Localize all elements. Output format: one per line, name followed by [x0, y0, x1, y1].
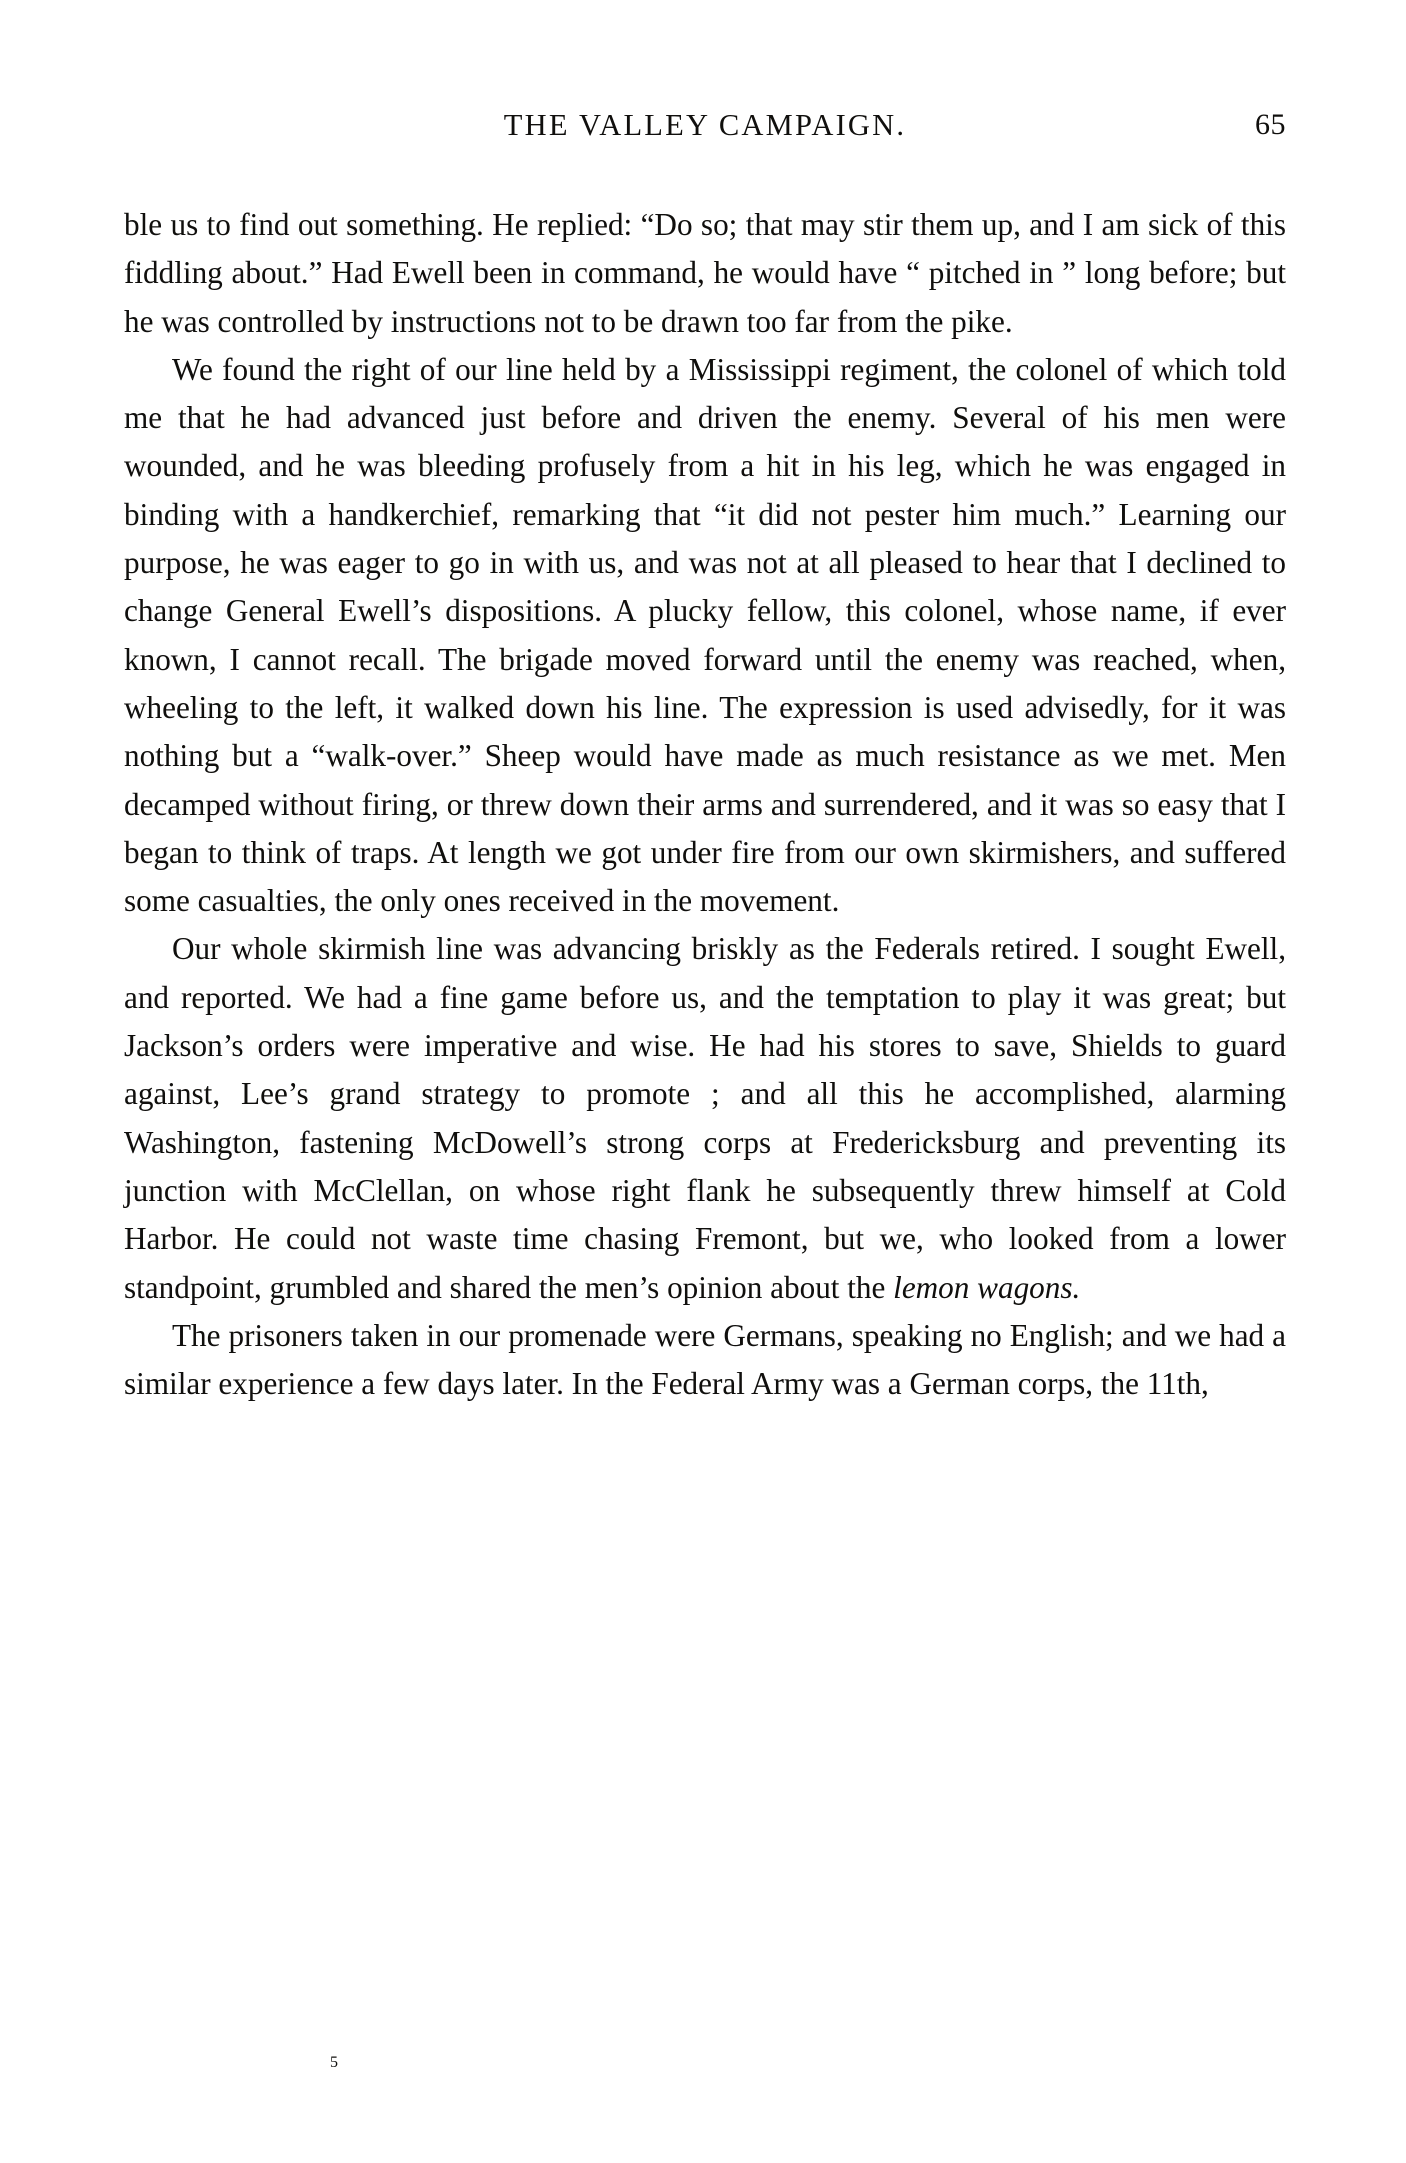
paragraph-continued: ble us to find out something. He replied: “Do so; that may stir them up, and I am sick of this fiddling about.” Had Ewell been in command, he would have “ pitched in ” long before; but he was controlled by instructions not to be drawn too far from the pike. [124, 207, 1286, 339]
paragraph-prisoners: The prisoners taken in our promenade were Germans, speaking no English; and we had a similar experience a few days later. In the Federal Army was a German corps, the 11th, [124, 1317, 1286, 1402]
paragraph-skirmish-line [124, 925, 1286, 1311]
signature-mark-wrap [124, 2054, 544, 2072]
emphasis-lemon-wagons: lemon wagons. [893, 1269, 1081, 1305]
running-head: THE VALLEY CAMPAIGN. [503, 108, 907, 142]
body-text [124, 201, 1286, 1408]
paragraph-mississippi: We found the right of our line held by a Mississippi regiment, the colonel of which told me that he had advanced just before and driven the enemy. Several of his men were wounded, and he was bleeding profusely from a hit in his leg, which he was engaged in binding with a handkerchief, remarking that “it did not pester him much.” Learning our purpose, he was eager to go in with us, and was not at all pleased to hear that I declined to change General Ewell’s dispositions. A plucky fellow, this colonel, whose name, if ever known, I cannot recall. The brigade moved forward until the enemy was reached, when, wheeling to the left, it walked down his line. The expression is used advisedly, for it was nothing but a “walk-over.” Sheep would have made as much resistance as we met. Men decamped without firing, or threw down their arms and surrendered, and it was so easy that I began to think of traps. At length we got under fire from our own skirmishers, and suffered some casualties, the only ones received in the movement. [124, 351, 1286, 919]
page-number: 65 [1255, 108, 1286, 141]
signature-mark: 5 [330, 2054, 338, 2071]
page-content [124, 108, 1286, 1408]
page-header [124, 108, 1286, 143]
paragraph-skirmish-line-text: Our whole skirmish line was advancing briskly as the Federals retired. I sought Ewell, and reported. We had a fine game before us, and the temptation to play it was great; but Jackson’s orders were imperative and wise. He had his stores to save, Shields to guard against, Lee’s grand strategy to promote ; and all this he accomplished, alarming Washington, fastening McDowell’s strong corps at Fredericksburg and preventing its junction with McClellan, on whose right flank he subsequently threw himself at Cold Harbor. He could not waste time chasing Fremont, but we, who looked from a lower standpoint, grumbled and shared the men’s opinion about the [124, 931, 1286, 1305]
